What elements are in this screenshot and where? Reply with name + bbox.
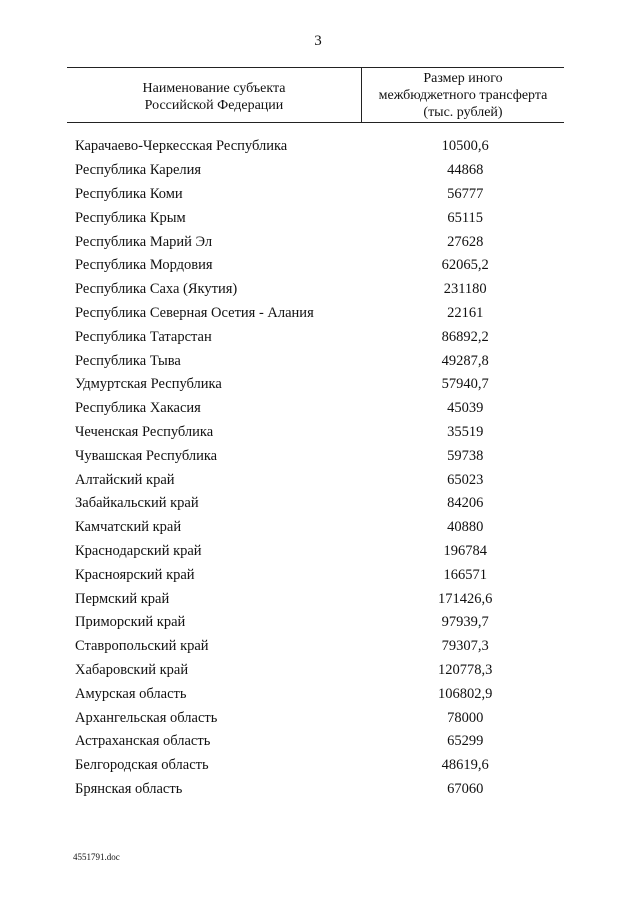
transfer-amount-cell: 10500,6 (441, 138, 489, 155)
transfer-amount-cell: 65023 (447, 471, 484, 488)
region-name-cell: Республика Татарстан (75, 328, 212, 345)
transfer-amount-cell: 79307,3 (441, 638, 489, 655)
table-row (75, 230, 565, 254)
region-name-cell: Республика Мордовия (75, 257, 213, 274)
header-amount-line2: межбюджетного трансферта (378, 87, 548, 103)
transfer-amount-cell: 97939,7 (441, 614, 489, 631)
region-name-cell: Красноярский край (75, 566, 195, 583)
region-name-cell: Краснодарский край (75, 542, 202, 559)
region-name-cell: Брянская область (75, 780, 183, 797)
transfer-amount-cell: 120778,3 (438, 661, 493, 678)
transfer-amount-cell: 65299 (447, 733, 484, 750)
transfer-amount-cell: 86892,2 (441, 328, 489, 345)
transfer-amount-cell: 40880 (447, 519, 484, 536)
table-row (75, 278, 565, 302)
table-row (75, 254, 565, 278)
transfer-amount-cell: 65115 (447, 209, 484, 226)
transfer-amount-cell: 84206 (447, 495, 484, 512)
transfer-amount-cell: 196784 (443, 542, 487, 559)
region-name-cell: Чувашская Республика (75, 447, 218, 464)
table-row (75, 421, 565, 445)
transfer-amount-cell: 22161 (447, 304, 484, 321)
table-row (75, 563, 565, 587)
transfer-amount-cell: 49287,8 (441, 352, 489, 369)
region-name-cell: Приморский край (75, 614, 186, 631)
region-name-cell: Удмуртская Республика (75, 376, 222, 393)
header-amount-line1: Размер иного (423, 70, 503, 86)
table-row (75, 492, 565, 516)
transfer-amount-cell: 231180 (443, 281, 487, 298)
transfer-amount-cell: 62065,2 (441, 257, 489, 274)
table-row (75, 754, 565, 778)
transfer-amount-cell: 166571 (443, 566, 487, 583)
region-name-cell: Республика Крым (75, 209, 186, 226)
table-row (75, 706, 565, 730)
transfer-amount-cell: 67060 (447, 780, 484, 797)
region-name-cell: Ставропольский край (75, 638, 209, 655)
table-row (75, 444, 565, 468)
page-number: 3 (314, 33, 322, 49)
transfer-amount-cell: 78000 (447, 709, 484, 726)
region-name-cell: Республика Коми (75, 185, 183, 202)
region-name-cell: Республика Саха (Якутия) (75, 281, 238, 298)
header-amount-line3: (тыс. рублей) (423, 104, 503, 120)
table-header (67, 67, 564, 123)
region-name-cell: Республика Карелия (75, 162, 202, 179)
table-body (75, 135, 565, 801)
transfer-amount-cell: 56777 (447, 185, 484, 202)
table-row (75, 183, 565, 207)
region-name-cell: Республика Хакасия (75, 400, 201, 417)
table-row (75, 778, 565, 802)
table-row (75, 302, 565, 326)
transfer-amount-cell: 171426,6 (438, 590, 493, 607)
table-row (75, 635, 565, 659)
transfer-amount-cell: 106802,9 (438, 685, 493, 702)
transfer-amount-cell: 27628 (447, 233, 484, 250)
table-row (75, 540, 565, 564)
table-row (75, 468, 565, 492)
header-region-line2: Российской Федерации (144, 98, 284, 113)
table-row (75, 659, 565, 683)
table-row (75, 349, 565, 373)
region-name-cell: Астраханская область (75, 733, 211, 750)
table-row (75, 397, 565, 421)
table-row (75, 730, 565, 754)
table-row (75, 206, 565, 230)
region-name-cell: Республика Северная Осетия - Алания (75, 304, 314, 321)
region-name-cell: Алтайский край (75, 471, 175, 488)
region-name-cell: Республика Тыва (75, 352, 181, 369)
document-footer-code: 4551791.doc (73, 852, 120, 862)
transfer-amount-cell: 44868 (447, 162, 484, 179)
table-row (75, 373, 565, 397)
transfer-amount-cell: 57940,7 (441, 376, 489, 393)
region-name-cell: Забайкальский край (75, 495, 199, 512)
header-transfer-amount (362, 68, 564, 122)
table-row (75, 682, 565, 706)
region-name-cell: Камчатский край (75, 519, 182, 536)
table-row (75, 159, 565, 183)
region-name-cell: Республика Марий Эл (75, 233, 213, 250)
table-row (75, 587, 565, 611)
transfer-amount-cell: 48619,6 (441, 757, 489, 774)
region-name-cell: Белгородская область (75, 757, 209, 774)
table-row (75, 516, 565, 540)
header-region-line1: Наименование субъекта (142, 81, 286, 96)
region-name-cell: Карачаево-Черкесская Республика (75, 138, 288, 155)
table-row (75, 135, 565, 159)
header-region-name (67, 68, 362, 122)
region-name-cell: Хабаровский край (75, 661, 189, 678)
transfer-amount-cell: 59738 (447, 447, 484, 464)
region-name-cell: Чеченская Республика (75, 423, 214, 440)
table-row (75, 611, 565, 635)
region-name-cell: Архангельская область (75, 709, 218, 726)
region-name-cell: Пермский край (75, 590, 170, 607)
table-row (75, 325, 565, 349)
transfer-amount-cell: 45039 (447, 400, 484, 417)
region-name-cell: Амурская область (75, 685, 187, 702)
transfer-amount-cell: 35519 (447, 423, 484, 440)
